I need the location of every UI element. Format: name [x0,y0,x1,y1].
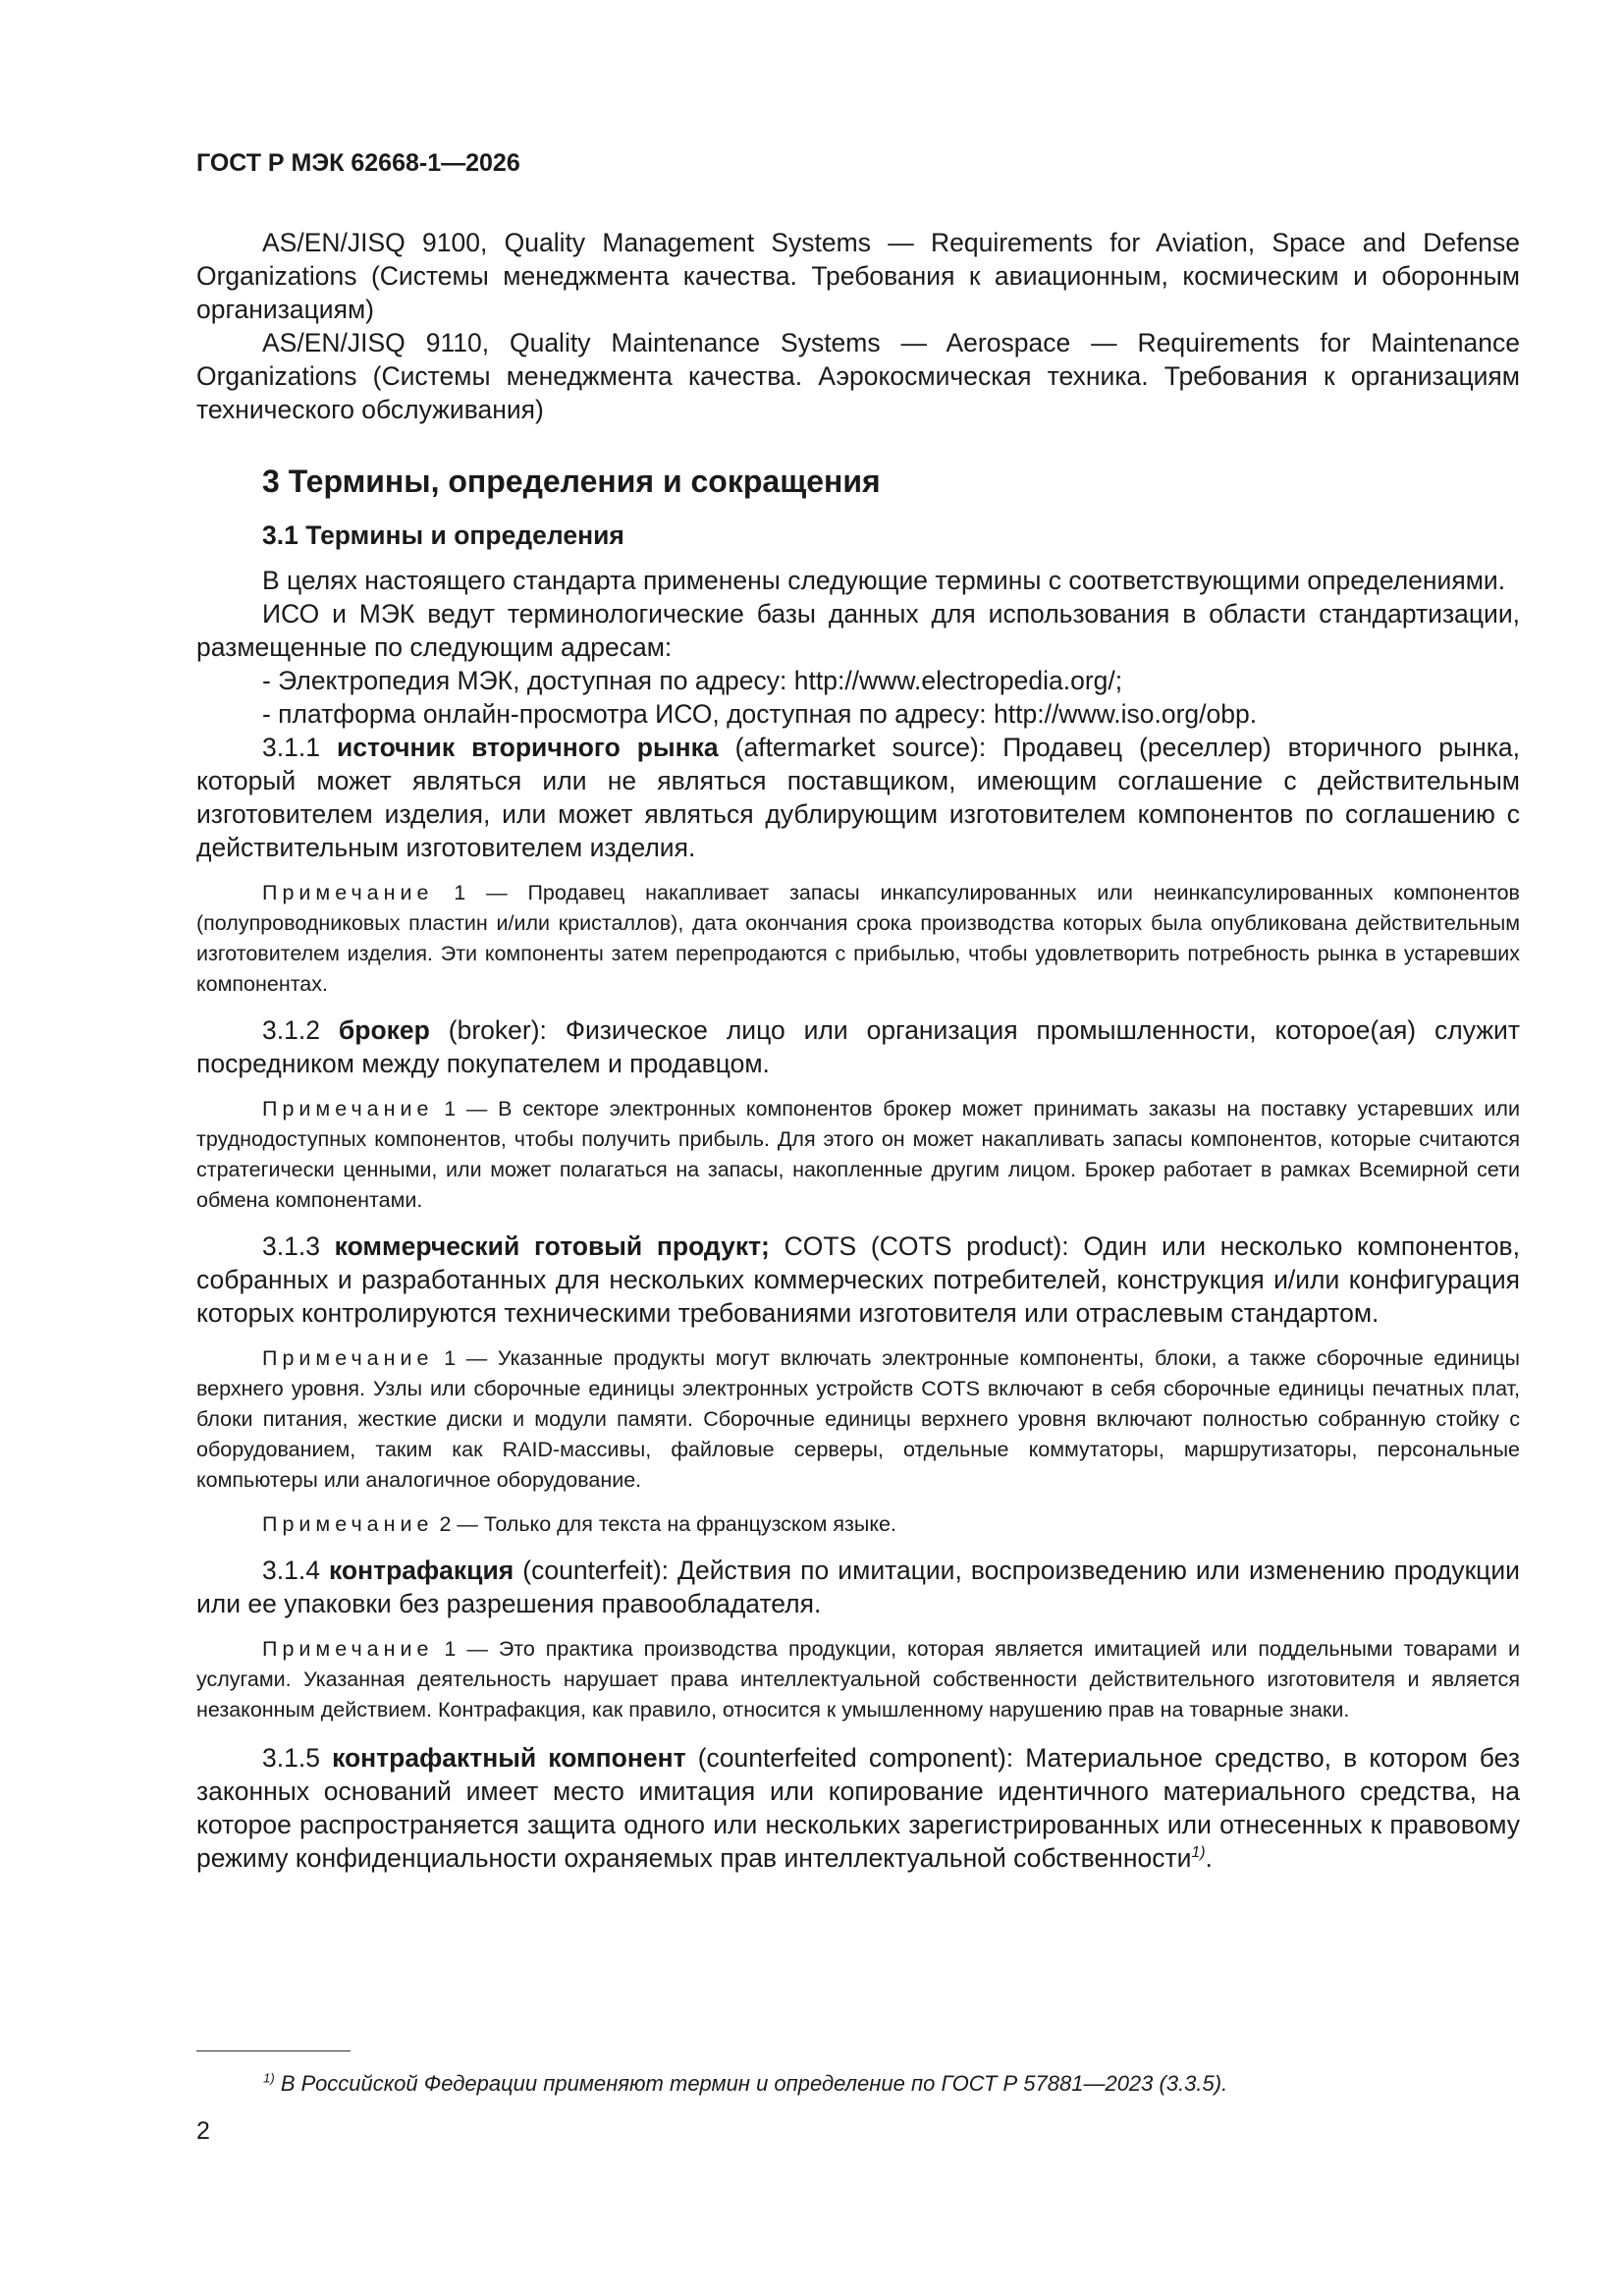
term-number: 3.1.4 [262,1556,320,1585]
term-name: контрафактный компонент [332,1743,686,1773]
note-label: 2 — [439,1512,478,1536]
list-item-electropedia: - Электропедия МЭК, доступная по адресу: http://www.electropedia.org/; [262,666,1123,695]
reference-item: AS/EN/JISQ 9100, Quality Management Systems — Requirements for Aviation, Space and Defense Organizations (Системы менеджмента качества. Требования к авиационным, космическим и оборонным организациям) [196,228,1520,324]
term-definition-end: . [1205,1843,1213,1873]
term-entry [196,1013,1520,1080]
term-definition: (broker): Физическое лицо или организация промышленности, которое(ая) служит посредником между покупателем и продавцом. [196,1015,1520,1078]
note-word: Примечание [262,1512,434,1536]
term-number: 3.1.1 [262,733,320,762]
term-name: брокер [338,1015,430,1045]
note-label: 1 — [444,1097,488,1121]
term-entry [196,1741,1520,1875]
note-label: 1 — [454,881,508,904]
term-number: 3.1.2 [262,1015,320,1045]
term-name: коммерческий готовый продукт; [334,1231,770,1261]
term-definition: (counterfeited component): Материальное средство, в котором без законных оснований имеет место имитация или копирование идентичного материального средства, на которое распространяется защита одного или нескольких зарегистрированных или отнесенных к правовому режиму конфиденциальности охраняемых прав интеллектуальной собственности [196,1743,1520,1873]
document-header: ГОСТ Р МЭК 62668-1—2026 [196,149,520,177]
document-body [196,226,1520,1875]
footnote-separator [196,2050,351,2051]
note-label: 1 — [444,1637,488,1661]
term-number: 3.1.5 [262,1743,320,1773]
term-note [196,1634,1520,1725]
term-entry [196,731,1520,864]
term-name: контрафакция [328,1556,514,1585]
term-note [196,1343,1520,1496]
footnote-text: В Российской Федерации применяют термин и определение по ГОСТ Р 57881—2023 (3.3.5). [280,2071,1228,2096]
page-number: 2 [196,2117,210,2145]
term-note [196,878,1520,1000]
term-number: 3.1.3 [262,1231,320,1261]
iso-paragraph: ИСО и МЭК ведут терминологические базы данных для использования в области стандартизации, размещенные по следующим адресам: [196,599,1520,662]
note-label: 1 — [444,1346,488,1370]
term-note [196,1094,1520,1216]
term-entry [196,1230,1520,1330]
note-word: Примечание [262,1346,434,1370]
term-definition: (counterfeit): Действия по имитации, воспроизведению или изменению продукции или ее упаковки без разрешения правообладателя. [196,1556,1520,1618]
note-text: Указанные продукты могут включать электронные компоненты, блоки, а также сборочные единицы верхнего уровня. Узлы или сборочные единицы электронных устройств COTS включают в себя сборочные единицы печатных плат, блоки питания, жесткие диски и модули памяти. Сборочные единицы верхнего уровня включают полностью собранную стойку с оборудованием, таким как RAID-массивы, файловые серверы, отдельные коммутаторы, маршрутизаторы, персональные компьютеры или аналогичное оборудование. [196,1346,1520,1492]
note-word: Примечание [262,1097,434,1121]
term-definition: COTS (COTS product): Один или несколько компонентов, собранных и разработанных для нескольких коммерческих потребителей, конструкция и/или конфигурация которых контролируются техническими требованиями изготовителя или отраслевым стандартом. [196,1231,1520,1328]
note-word: Примечание [262,881,434,904]
note-text: В секторе электронных компонентов брокер может принимать заказы на поставку устаревших или труднодоступных компонентов, чтобы получить прибыль. Для этого он может накапливать запасы компонентов, которые считаются стратегически ценными, или может полагаться на запасы, накопленные другим лицом. Брокер работает в рамках Всемирной сети обмена компонентами. [196,1097,1520,1212]
list-item-iso-obp: - платформа онлайн-просмотра ИСО, доступная по адресу: http://www.iso.org/obp. [262,699,1258,729]
note-text: Только для текста на французском языке. [483,1512,896,1536]
footnote-reference[interactable]: 1) [1191,1844,1206,1862]
note-text: Это практика производства продукции, которая является имитацией или поддельными товарами и услугами. Указанная деятельность нарушает права интеллектуальной собственности действительного изготовителя и является незаконным действием. Контрафакция, как правило, относится к умышленному нарушению прав на товарные знаки. [196,1637,1520,1722]
term-note [196,1509,1520,1540]
term-entry [196,1554,1520,1620]
intro-paragraph: В целях настоящего стандарта применены следующие термины с соответствующими определениями. [262,566,1506,595]
term-name: источник вторичного рынка [336,733,719,762]
footnote [263,2071,1227,2097]
section-title: 3 Термины, определения и сокращения [262,464,881,499]
note-word: Примечание [262,1637,434,1661]
note-text: Продавец накапливает запасы инкапсулированных или неинкапсулированных компонентов (полупроводниковых пластин и/или кристаллов), дата окончания срока производства которых была опубликована действительным изготовителем изделия. Эти компоненты затем перепродаются с прибылью, чтобы удовлетворить потребность рынка в устаревших компонентах. [196,881,1520,996]
term-definition: (aftermarket source): Продавец (реселлер) вторичного рынка, который может являться или не являться поставщиком, имеющим соглашение с действительным изготовителем изделия, или может являться дублирующим изготовителем компонентов по соглашению с действительным изготовителем изделия. [196,733,1520,862]
reference-item: AS/EN/JISQ 9110, Quality Maintenance Systems — Aerospace — Requirements for Maintenance Organizations (Системы менеджмента качества. Аэрокосмическая техника. Требования к организациям технического обслуживания) [196,328,1520,424]
subsection-title: 3.1 Термины и определения [262,520,624,550]
footnote-mark: 1) [263,2070,275,2086]
